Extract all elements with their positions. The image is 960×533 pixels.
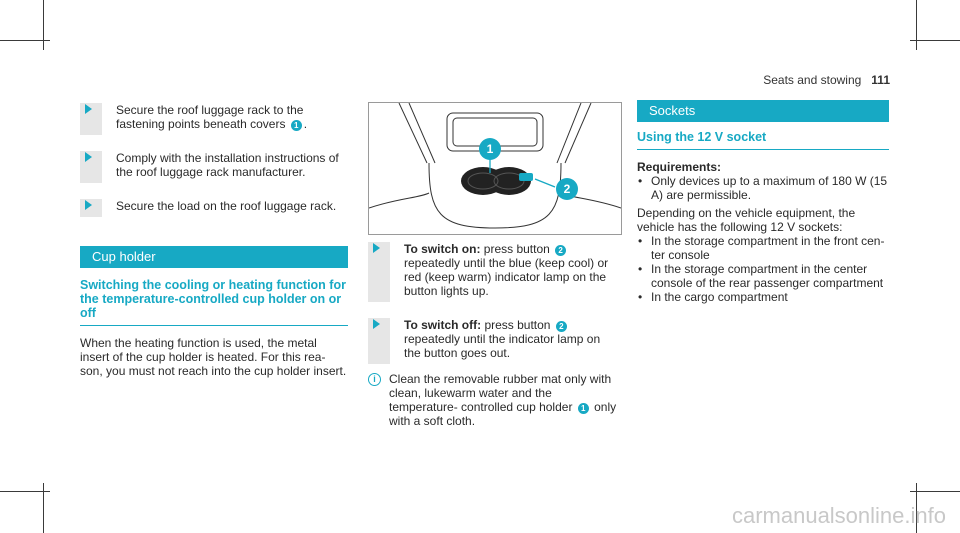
- instruction-step: To switch on: press button 2 repeatedly until the blue (keep cool) or red (keep warm) indicator lamp on the button lights up.: [368, 242, 620, 298]
- requirements-label: Requirements:: [637, 160, 722, 174]
- section-band-cup-holder: Cup holder: [80, 246, 348, 268]
- crop-mark: [43, 0, 44, 50]
- column-right: [637, 100, 889, 304]
- instruction-step: Comply with the installation instructions of the roof luggage rack manufacturer.: [80, 151, 348, 179]
- cup-holder-illustration: [368, 102, 622, 235]
- step-arrow-icon: [373, 243, 380, 253]
- figure-callout-1: 1: [486, 142, 494, 156]
- running-header: [763, 73, 890, 87]
- figure-callout-2: 2: [563, 182, 571, 196]
- list-item: • In the storage compartment in the front cen- ter console: [637, 234, 889, 262]
- socket-list: [637, 234, 889, 304]
- list-item: • In the cargo compartment: [637, 290, 889, 304]
- crop-mark: [43, 483, 44, 533]
- section-band-sockets: Sockets: [637, 100, 889, 122]
- info-note: i Clean the removable rubber mat only with clean, lukewarm water and the temperature- controlled cup holder 1 only with a soft cloth.: [368, 372, 620, 428]
- subsection-heading: Using the 12 V socket: [637, 130, 889, 150]
- page-number: 111: [871, 73, 890, 87]
- step-arrow-icon: [373, 319, 380, 329]
- instruction-step: To switch off: press button 2 repeatedly until the indicator lamp on the button goes out.: [368, 318, 620, 360]
- section-title: Seats and stowing: [763, 73, 862, 87]
- body-paragraph: Depending on the vehicle equipment, the vehicle has the following 12 V sockets:: [637, 206, 856, 234]
- column-left: [80, 103, 348, 378]
- instruction-step: Secure the roof luggage rack to the fastening points beneath covers 1 .: [80, 103, 348, 131]
- step-arrow-icon: [85, 152, 92, 162]
- cup-holder-drawing: [369, 103, 621, 234]
- column-middle: [368, 242, 620, 428]
- crop-mark: [910, 40, 960, 41]
- subsection-heading: Switching the cooling or heating function for the temperature-controlled cup holder on or off: [80, 278, 348, 326]
- callout-badge: 1: [291, 120, 302, 131]
- instruction-step: Secure the load on the roof luggage rack.: [80, 199, 348, 213]
- list-item: • In the storage compartment in the center console of the rear passenger compartment: [637, 262, 889, 290]
- callout-badge: 1: [578, 403, 589, 414]
- info-icon: i: [368, 373, 381, 386]
- callout-badge: 2: [555, 245, 566, 256]
- step-arrow-icon: [85, 200, 92, 210]
- crop-mark: [910, 491, 960, 492]
- callout-badge: 2: [556, 321, 567, 332]
- requirements-list: [637, 174, 889, 202]
- list-item: • Only devices up to a maximum of 180 W (15 A) are permissible.: [637, 174, 889, 202]
- step-arrow-icon: [85, 104, 92, 114]
- body-paragraph: When the heating function is used, the metal insert of the cup holder is heated. For this rea- son, you must not reach into the cup holder insert.: [80, 336, 347, 378]
- crop-mark: [916, 0, 917, 50]
- watermark: carmanualsonline.info: [731, 503, 946, 528]
